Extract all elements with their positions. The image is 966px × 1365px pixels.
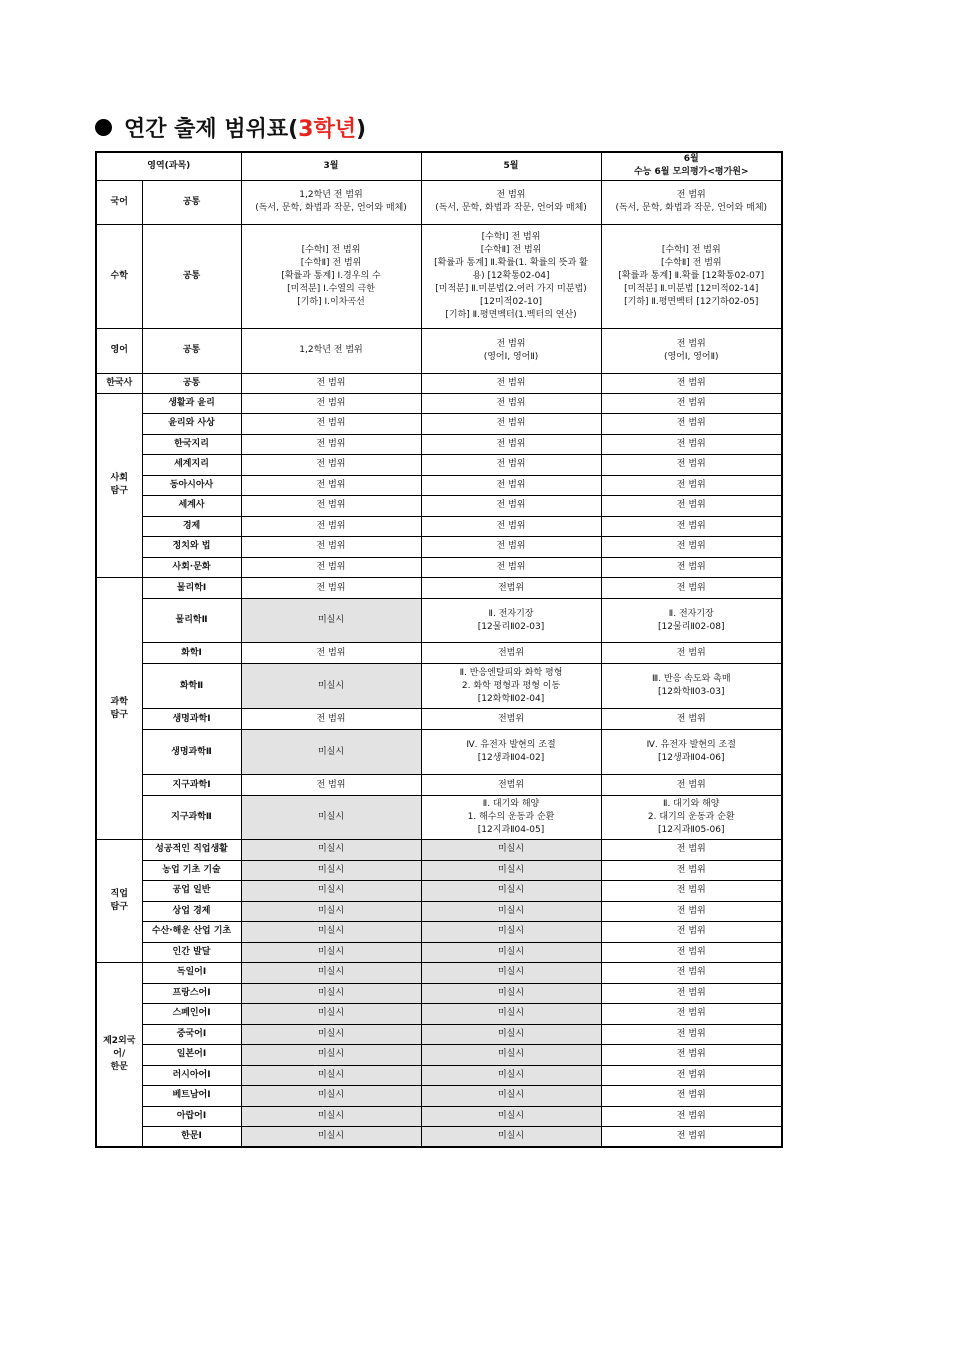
cell-june: [601, 796, 782, 840]
cell-march: 전 범위: [241, 393, 421, 414]
cell-line: [12생과Ⅱ04-06]: [658, 753, 725, 763]
subject-cell: 독일어Ⅰ: [142, 963, 241, 984]
cell-may: 미실시: [421, 1045, 601, 1066]
cell-june: [601, 224, 782, 328]
cell-may: 미실시: [421, 1065, 601, 1086]
cell-line: 1,2학년 전 범위: [299, 190, 363, 200]
cell-line: [기하] Ⅰ.이차곡선: [297, 296, 365, 307]
cell-may: 미실시: [421, 922, 601, 943]
cell-march: 미실시: [241, 922, 421, 943]
cell-march: [241, 180, 421, 224]
page-title: [95, 110, 366, 144]
subject-cell: 성공적인 직업생활: [142, 840, 241, 861]
subject-cell: 경제: [142, 516, 241, 537]
table-row: [96, 709, 782, 730]
subject-cell: 농업 기초 기술: [142, 860, 241, 881]
cell-line: Ⅳ. 유전자 발현의 조절: [466, 740, 556, 750]
table-row: [96, 922, 782, 943]
cell-line: (독서, 문학, 화법과 작문, 언어와 매체): [255, 203, 407, 213]
table-row: [96, 557, 782, 578]
table-row: [96, 840, 782, 861]
cell-may: 미실시: [421, 1024, 601, 1045]
table-row: [96, 414, 782, 435]
table-row: [96, 881, 782, 902]
cell-line: [수학Ⅰ] 전 범위: [301, 244, 361, 255]
cell-may: 미실시: [421, 901, 601, 922]
table-row: [96, 578, 782, 599]
cell-june: 전 범위: [601, 1127, 782, 1148]
cell-may: [421, 796, 601, 840]
cell-line: [미적분] Ⅰ.수열의 극한: [287, 283, 375, 294]
cell-march: 전 범위: [241, 373, 421, 393]
cell-june: 전 범위: [601, 901, 782, 922]
area-label-line: 직업: [110, 889, 128, 899]
cell-march: 전 범위: [241, 434, 421, 455]
cell-june: 전 범위: [601, 963, 782, 984]
cell-june: 전 범위: [601, 983, 782, 1004]
cell-june: 전 범위: [601, 475, 782, 496]
cell-line: [미적분] Ⅱ.미분법 [12미적02-14]: [624, 283, 759, 294]
cell-june: 전 범위: [601, 643, 782, 664]
cell-march: 전 범위: [241, 496, 421, 517]
cell-may: 미실시: [421, 1004, 601, 1025]
header-june-label: 수능 6월 모의평가<평가원>: [633, 167, 749, 178]
cell-march: 전 범위: [241, 643, 421, 664]
cell-june: 전 범위: [601, 578, 782, 599]
area-social: [96, 393, 142, 578]
cell-june: 전 범위: [601, 557, 782, 578]
cell-june: 전 범위: [601, 942, 782, 963]
cell-june: 전 범위: [601, 1024, 782, 1045]
cell-may: 전 범위: [421, 414, 601, 435]
cell-may: 전 범위: [421, 496, 601, 517]
cell-line: Ⅱ. 대기와 해양: [482, 799, 540, 809]
area-math: 수학: [96, 224, 142, 328]
cell-line: 전 범위: [676, 190, 706, 200]
cell-line: [12미적02-10]: [480, 296, 543, 307]
subject-cell: 상업 경제: [142, 901, 241, 922]
bullet-icon: [95, 119, 112, 136]
area-label-line: 과학: [110, 696, 128, 707]
header-area: 영역(과목): [96, 152, 241, 180]
cell-march: 전 범위: [241, 775, 421, 796]
cell-march: [241, 224, 421, 328]
subject-cell: 한문Ⅰ: [142, 1127, 241, 1148]
cell-may: 전범위: [421, 643, 601, 664]
cell-march: 미실시: [241, 942, 421, 963]
subject-cell: 공업 일반: [142, 881, 241, 902]
header-june: [601, 152, 782, 180]
cell-march: 미실시: [241, 1004, 421, 1025]
table-row: [96, 537, 782, 558]
table-row: [96, 373, 782, 393]
cell-march: 전 범위: [241, 414, 421, 435]
area-label-line: 제2외국: [103, 1036, 136, 1046]
cell-line: Ⅱ. 전자기장: [488, 608, 534, 619]
exam-scope-table: [95, 151, 783, 1148]
cell-june: 전 범위: [601, 840, 782, 861]
subject-cell: 수산·해운 산업 기초: [142, 922, 241, 943]
cell-line: Ⅳ. 유전자 발현의 조절: [646, 740, 736, 750]
cell-march: 전 범위: [241, 516, 421, 537]
subject-cell: 사회·문화: [142, 557, 241, 578]
cell-line: [확률과 통계] Ⅱ.확률(1. 확률의 뜻과 활: [434, 257, 588, 268]
cell-june: 전 범위: [601, 860, 782, 881]
header-row: [96, 152, 782, 180]
cell-may: 전 범위: [421, 557, 601, 578]
cell-may: [421, 599, 601, 643]
table-row: [96, 730, 782, 775]
cell-june: 전 범위: [601, 434, 782, 455]
cell-line: (영어Ⅰ, 영어Ⅱ): [483, 351, 539, 362]
cell-line: (독서, 문학, 화법과 작문, 언어와 매체): [435, 203, 587, 213]
cell-march: 미실시: [241, 796, 421, 840]
cell-march: 미실시: [241, 730, 421, 775]
cell-may: [421, 328, 601, 373]
cell-line: 전 범위: [496, 338, 526, 349]
cell-line: [수학Ⅱ] 전 범위: [480, 244, 542, 255]
subject-cell: 세계지리: [142, 455, 241, 476]
cell-march: 미실시: [241, 983, 421, 1004]
header-may: 5월: [421, 152, 601, 180]
cell-may: 전 범위: [421, 537, 601, 558]
cell-may: 미실시: [421, 963, 601, 984]
cell-may: [421, 224, 601, 328]
area-label-line: 사회: [110, 473, 128, 484]
subject-cell: 윤리와 사상: [142, 414, 241, 435]
cell-march: 미실시: [241, 1086, 421, 1107]
area-label-line: 탐구: [110, 486, 128, 497]
cell-may: 전 범위: [421, 455, 601, 476]
cell-march: 전 범위: [241, 537, 421, 558]
cell-line: Ⅲ. 반응 속도와 촉매: [652, 674, 731, 684]
cell-may: 전범위: [421, 775, 601, 796]
cell-may: 미실시: [421, 840, 601, 861]
cell-june: [601, 599, 782, 643]
cell-june: 전 범위: [601, 775, 782, 796]
table-row: [96, 1086, 782, 1107]
subject-cell: 생활과 윤리: [142, 393, 241, 414]
cell-june: [601, 664, 782, 709]
table-row: [96, 942, 782, 963]
table-row: [96, 796, 782, 840]
cell-march: 전 범위: [241, 709, 421, 730]
cell-line: (독서, 문학, 화법과 작문, 언어와 매체): [615, 203, 768, 213]
cell-line: [확률과 통계] Ⅰ.경우의 수: [281, 270, 381, 281]
cell-march: 미실시: [241, 1106, 421, 1127]
cell-line: 용) [12확통02-04]: [472, 270, 550, 281]
cell-march: 미실시: [241, 840, 421, 861]
area-foreign: [96, 963, 142, 1148]
cell-may: 전 범위: [421, 373, 601, 393]
cell-march: 미실시: [241, 963, 421, 984]
cell-june: 전 범위: [601, 414, 782, 435]
cell-june: 전 범위: [601, 1045, 782, 1066]
cell-june: 전 범위: [601, 1086, 782, 1107]
cell-march: 미실시: [241, 860, 421, 881]
subject-cell: 세계사: [142, 496, 241, 517]
cell-line: Ⅱ. 반응엔탈피와 화학 평형: [459, 667, 563, 678]
cell-may: 전 범위: [421, 434, 601, 455]
cell-june: 전 범위: [601, 922, 782, 943]
cell-may: 미실시: [421, 1127, 601, 1148]
cell-line: 2. 화학 평형과 평형 이동: [461, 680, 561, 691]
subject-cell: 화학Ⅰ: [142, 643, 241, 664]
cell-may: 전 범위: [421, 393, 601, 414]
subject-cell: 동아시아사: [142, 475, 241, 496]
table-row: [96, 983, 782, 1004]
table-row: [96, 1106, 782, 1127]
table-row: [96, 664, 782, 709]
table-row: [96, 496, 782, 517]
table-row: [96, 1127, 782, 1148]
table-row: [96, 434, 782, 455]
table-row: [96, 1045, 782, 1066]
cell-june: 전 범위: [601, 709, 782, 730]
cell-may: 전 범위: [421, 475, 601, 496]
cell-line: [수학Ⅰ] 전 범위: [661, 244, 721, 255]
cell-line: [12지과Ⅱ04-05]: [477, 825, 545, 835]
cell-line: 1. 해수의 운동과 순환: [467, 812, 555, 822]
area-label-line: 탐구: [110, 902, 128, 912]
cell-march: 1,2학년 전 범위: [241, 328, 421, 373]
table-row: [96, 901, 782, 922]
cell-line: [12물리Ⅱ02-08]: [658, 621, 725, 632]
cell-line: 전 범위: [496, 190, 526, 200]
cell-line: [미적분] Ⅱ.미분법(2.여러 가지 미분법): [435, 283, 587, 294]
cell-march: 미실시: [241, 901, 421, 922]
cell-line: [12지과Ⅱ05-06]: [658, 825, 725, 835]
area-label-line: 어/: [113, 1049, 126, 1059]
cell-line: [12물리Ⅱ02-03]: [477, 621, 545, 632]
area-vocational: [96, 840, 142, 963]
cell-june: [601, 180, 782, 224]
cell-june: 전 범위: [601, 1065, 782, 1086]
subject-cell: 프랑스어Ⅰ: [142, 983, 241, 1004]
cell-line: [12화학Ⅱ02-04]: [477, 693, 545, 704]
subject-cell: 베트남어Ⅰ: [142, 1086, 241, 1107]
area-english: 영어: [96, 328, 142, 373]
table-row: [96, 599, 782, 643]
table-row: [96, 860, 782, 881]
table-row: [96, 393, 782, 414]
subject-cell: 정치와 법: [142, 537, 241, 558]
title-main: 연간 출제 범위표(: [124, 116, 299, 142]
cell-line: [기하] Ⅱ.평면벡터 [12기하02-05]: [624, 296, 759, 307]
subject-cell: 공통: [142, 328, 241, 373]
table-row: [96, 963, 782, 984]
table-row: [96, 328, 782, 373]
cell-march: 미실시: [241, 599, 421, 643]
table-row: [96, 1024, 782, 1045]
subject-cell: 한국지리: [142, 434, 241, 455]
header-june-month: 6월: [683, 154, 699, 165]
cell-line: 2. 대기의 운동과 순환: [647, 812, 735, 822]
subject-cell: 생명과학Ⅱ: [142, 730, 241, 775]
cell-march: 미실시: [241, 1024, 421, 1045]
subject-cell: 중국어Ⅰ: [142, 1024, 241, 1045]
cell-line: [수학Ⅱ] 전 범위: [660, 257, 722, 268]
subject-cell: 인간 발달: [142, 942, 241, 963]
area-science: [96, 578, 142, 840]
cell-june: 전 범위: [601, 373, 782, 393]
cell-may: 미실시: [421, 881, 601, 902]
cell-march: 미실시: [241, 664, 421, 709]
cell-june: 전 범위: [601, 881, 782, 902]
cell-may: 미실시: [421, 860, 601, 881]
cell-may: [421, 730, 601, 775]
subject-cell: 생명과학Ⅰ: [142, 709, 241, 730]
cell-line: [기하] Ⅱ.평면벡터(1.벡터의 연산): [445, 309, 577, 320]
cell-line: [12화학Ⅱ03-03]: [658, 687, 725, 697]
title-accent: 3학년: [298, 116, 356, 142]
cell-march: 전 범위: [241, 557, 421, 578]
area-korean: 국어: [96, 180, 142, 224]
cell-june: 전 범위: [601, 516, 782, 537]
cell-line: [12생과Ⅱ04-02]: [477, 753, 545, 763]
cell-june: [601, 328, 782, 373]
cell-march: 전 범위: [241, 475, 421, 496]
subject-cell: 아랍어Ⅰ: [142, 1106, 241, 1127]
table-row: [96, 775, 782, 796]
cell-march: 미실시: [241, 881, 421, 902]
cell-march: 미실시: [241, 1045, 421, 1066]
cell-line: Ⅱ. 대기와 해양: [663, 799, 720, 809]
table-row: [96, 180, 782, 224]
cell-may: 미실시: [421, 942, 601, 963]
table-row: [96, 475, 782, 496]
cell-may: 전범위: [421, 578, 601, 599]
cell-march: 전 범위: [241, 455, 421, 476]
title-text: [124, 112, 366, 143]
cell-june: 전 범위: [601, 496, 782, 517]
cell-line: [수학Ⅰ] 전 범위: [481, 231, 541, 242]
table-row: [96, 516, 782, 537]
table-row: [96, 1065, 782, 1086]
cell-may: [421, 180, 601, 224]
cell-line: [수학Ⅱ] 전 범위: [300, 257, 362, 268]
cell-may: 전범위: [421, 709, 601, 730]
table-row: [96, 1004, 782, 1025]
cell-march: 전 범위: [241, 578, 421, 599]
cell-june: [601, 730, 782, 775]
subject-cell: 러시아어Ⅰ: [142, 1065, 241, 1086]
area-label-line: 한문: [110, 1062, 128, 1072]
cell-may: 미실시: [421, 983, 601, 1004]
subject-cell: 공통: [142, 373, 241, 393]
cell-march: 미실시: [241, 1127, 421, 1148]
subject-cell: 물리학Ⅱ: [142, 599, 241, 643]
header-march: 3월: [241, 152, 421, 180]
subject-cell: 일본어Ⅰ: [142, 1045, 241, 1066]
cell-may: [421, 664, 601, 709]
table-row: [96, 455, 782, 476]
cell-line: (영어Ⅰ, 영어Ⅱ): [663, 351, 719, 362]
cell-may: 전 범위: [421, 516, 601, 537]
cell-june: 전 범위: [601, 1106, 782, 1127]
cell-june: 전 범위: [601, 455, 782, 476]
subject-cell: 물리학Ⅰ: [142, 578, 241, 599]
subject-cell: 지구과학Ⅱ: [142, 796, 241, 840]
area-history: 한국사: [96, 373, 142, 393]
table-row: [96, 224, 782, 328]
subject-cell: 지구과학Ⅰ: [142, 775, 241, 796]
table-row: [96, 643, 782, 664]
cell-june: 전 범위: [601, 1004, 782, 1025]
cell-june: 전 범위: [601, 393, 782, 414]
cell-may: 미실시: [421, 1086, 601, 1107]
area-label-line: 탐구: [110, 709, 128, 720]
cell-line: 전 범위: [676, 338, 706, 349]
cell-may: 미실시: [421, 1106, 601, 1127]
subject-cell: 공통: [142, 180, 241, 224]
subject-cell: 스페인어Ⅰ: [142, 1004, 241, 1025]
cell-march: 미실시: [241, 1065, 421, 1086]
subject-cell: 화학Ⅱ: [142, 664, 241, 709]
cell-line: [확률과 통계] Ⅱ.확률 [12확통02-07]: [618, 270, 765, 281]
subject-cell: 공통: [142, 224, 241, 328]
title-end: ): [355, 116, 367, 142]
cell-line: Ⅱ. 전자기장: [668, 608, 714, 619]
cell-june: 전 범위: [601, 537, 782, 558]
